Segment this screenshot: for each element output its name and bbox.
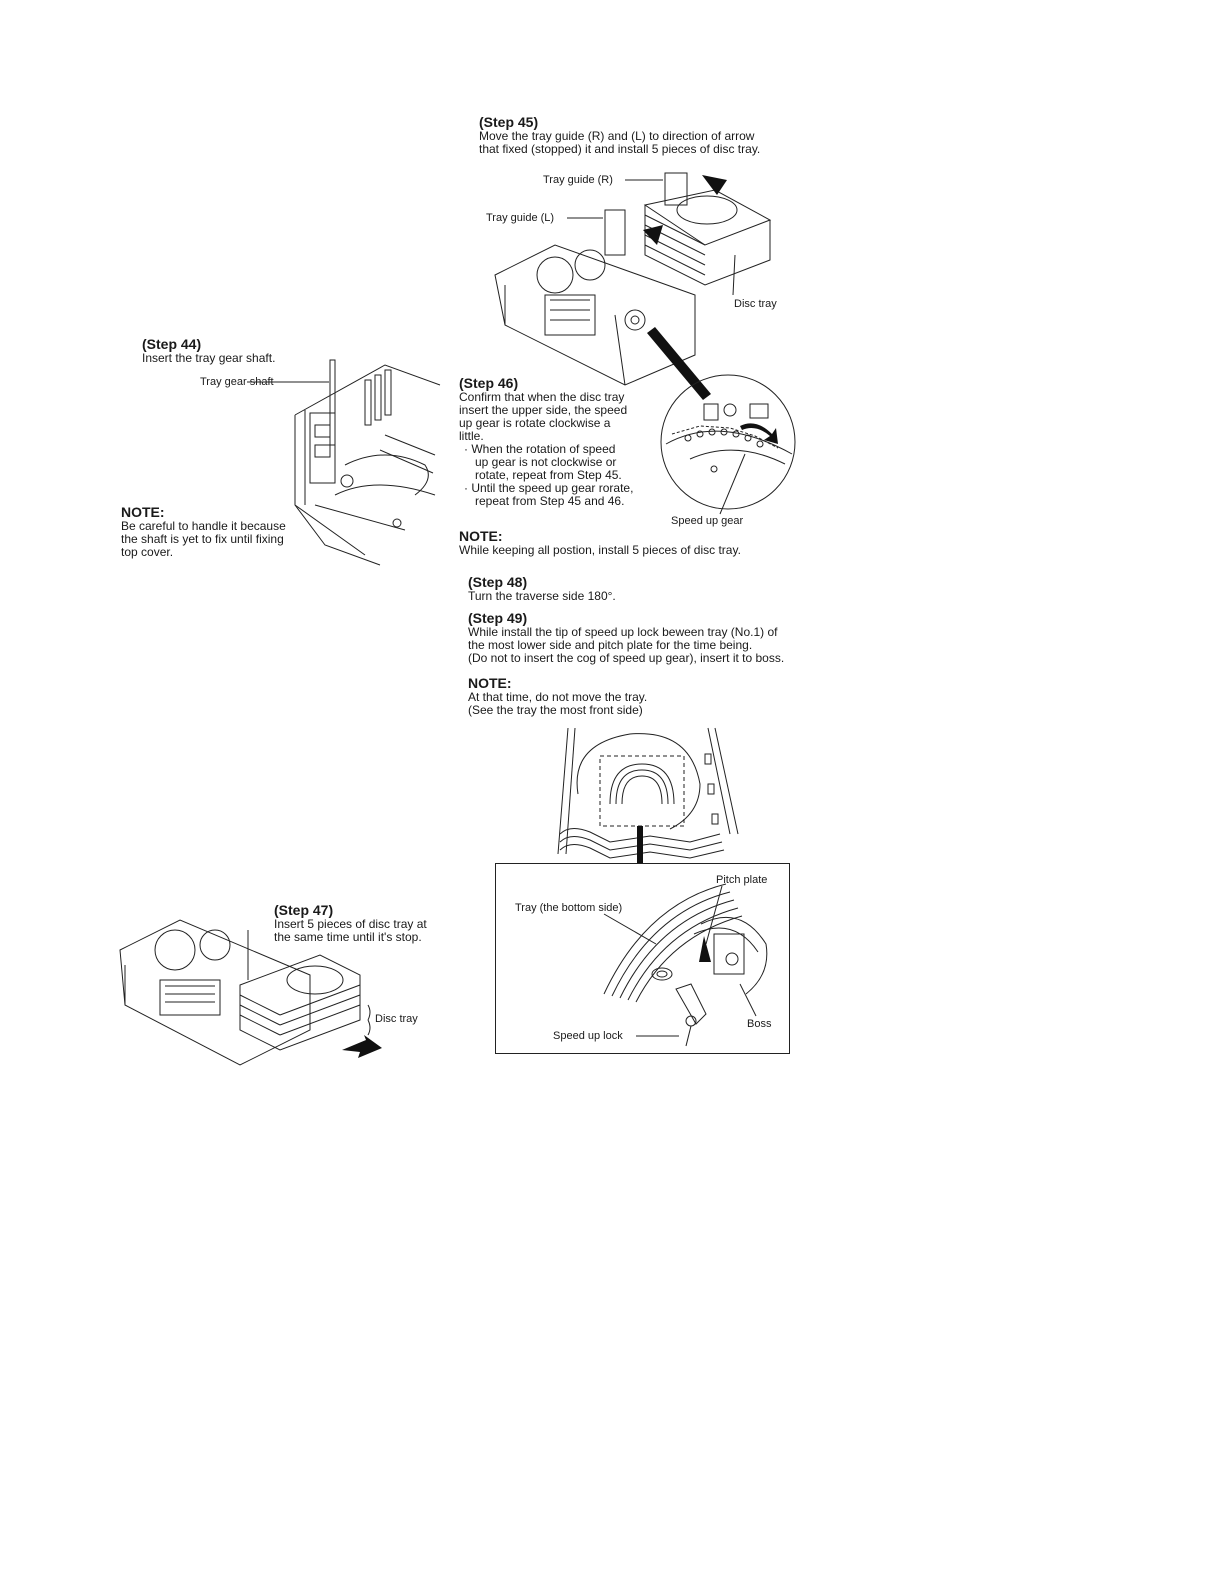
label-disc-tray-47: Disc tray bbox=[375, 1013, 418, 1025]
step46-line-1: Confirm that when the disc tray bbox=[459, 390, 625, 404]
step47-line-2: the same time until it's stop. bbox=[274, 930, 422, 944]
step46-bullet2-line-2: repeat from Step 45 and 46. bbox=[475, 494, 625, 508]
step46-title: (Step 46) bbox=[459, 375, 519, 391]
step49-note-line-2: (See the tray the most front side) bbox=[468, 703, 643, 717]
step46-line-2: insert the upper side, the speed bbox=[459, 403, 628, 417]
step49-text-block bbox=[468, 611, 784, 665]
label-tray-gear-shaft: Tray gear shaft bbox=[200, 376, 274, 388]
speed-up-gear-circle-illustration bbox=[660, 374, 796, 514]
step44-note-line-2: the shaft is yet to fix until fixing bbox=[121, 532, 284, 546]
step47-line-1: Insert 5 pieces of disc tray at bbox=[274, 917, 427, 931]
step49-line-2: the most lower side and pitch plate for the time being. bbox=[468, 638, 753, 652]
label-boss: Boss bbox=[747, 1018, 772, 1030]
step49-line-3: (Do not to insert the cog of speed up gear), insert it to boss. bbox=[468, 651, 785, 665]
step47-title: (Step 47) bbox=[274, 902, 334, 918]
step46-note-text: While keeping all postion, install 5 pieces of disc tray. bbox=[459, 543, 741, 557]
step45-illustration bbox=[495, 165, 775, 385]
step46-line-3: up gear is rotate clockwise a bbox=[459, 416, 611, 430]
label-speed-up-lock: Speed up lock bbox=[553, 1030, 623, 1042]
step46-note-block bbox=[459, 529, 741, 557]
step49-note-line-1: At that time, do not move the tray. bbox=[468, 690, 648, 704]
step44-instruction: Insert the tray gear shaft. bbox=[142, 351, 276, 365]
step48-title: (Step 48) bbox=[468, 574, 528, 590]
step46-bullet1-line-2: up gear is not clockwise or bbox=[475, 455, 617, 469]
step44-note-line-1: Be careful to handle it because bbox=[121, 519, 286, 533]
step46-bullet1-line-3: rotate, repeat from Step 45. bbox=[475, 468, 622, 482]
step45-line-2: that fixed (stopped) it and install 5 pieces of disc tray. bbox=[479, 142, 761, 156]
label-tray-bottom-side: Tray (the bottom side) bbox=[515, 902, 623, 914]
step46-text-block bbox=[459, 376, 633, 508]
step45-text-block bbox=[479, 115, 760, 156]
label-pitch-plate: Pitch plate bbox=[716, 874, 768, 886]
step44-note-line-3: top cover. bbox=[121, 545, 174, 559]
step46-line-4: little. bbox=[459, 429, 484, 443]
step45-title: (Step 45) bbox=[479, 114, 539, 130]
step46-bullet1-line-1: · When the rotation of speed bbox=[464, 442, 616, 456]
label-disc-tray-45: Disc tray bbox=[734, 298, 777, 310]
step49-note-title: NOTE: bbox=[468, 675, 512, 691]
step47-illustration bbox=[120, 920, 382, 1065]
label-tray-guide-r: Tray guide (R) bbox=[543, 174, 613, 186]
step44-text-block bbox=[142, 337, 275, 365]
step49-top-view-illustration bbox=[550, 724, 740, 864]
step49-note-block bbox=[468, 676, 647, 717]
step49-detail-illustration bbox=[496, 864, 789, 1053]
step49-line-1: While install the tip of speed up lock beween tray (No.1) of bbox=[468, 625, 778, 639]
step46-note-title: NOTE: bbox=[459, 528, 503, 544]
step45-line-1: Move the tray guide (R) and (L) to direction of arrow bbox=[479, 129, 755, 143]
step44-illustration bbox=[285, 355, 440, 565]
step46-bullet2-line-1: · Until the speed up gear rorate, bbox=[464, 481, 634, 495]
step48-text-block bbox=[468, 575, 616, 603]
step44-title: (Step 44) bbox=[142, 336, 202, 352]
step44-note-block bbox=[121, 505, 286, 559]
step49-title: (Step 49) bbox=[468, 610, 528, 626]
label-speed-up-gear: Speed up gear bbox=[671, 515, 744, 527]
step48-instruction: Turn the traverse side 180°. bbox=[468, 589, 616, 603]
step44-note-title: NOTE: bbox=[121, 504, 165, 520]
label-tray-guide-l: Tray guide (L) bbox=[486, 212, 555, 224]
